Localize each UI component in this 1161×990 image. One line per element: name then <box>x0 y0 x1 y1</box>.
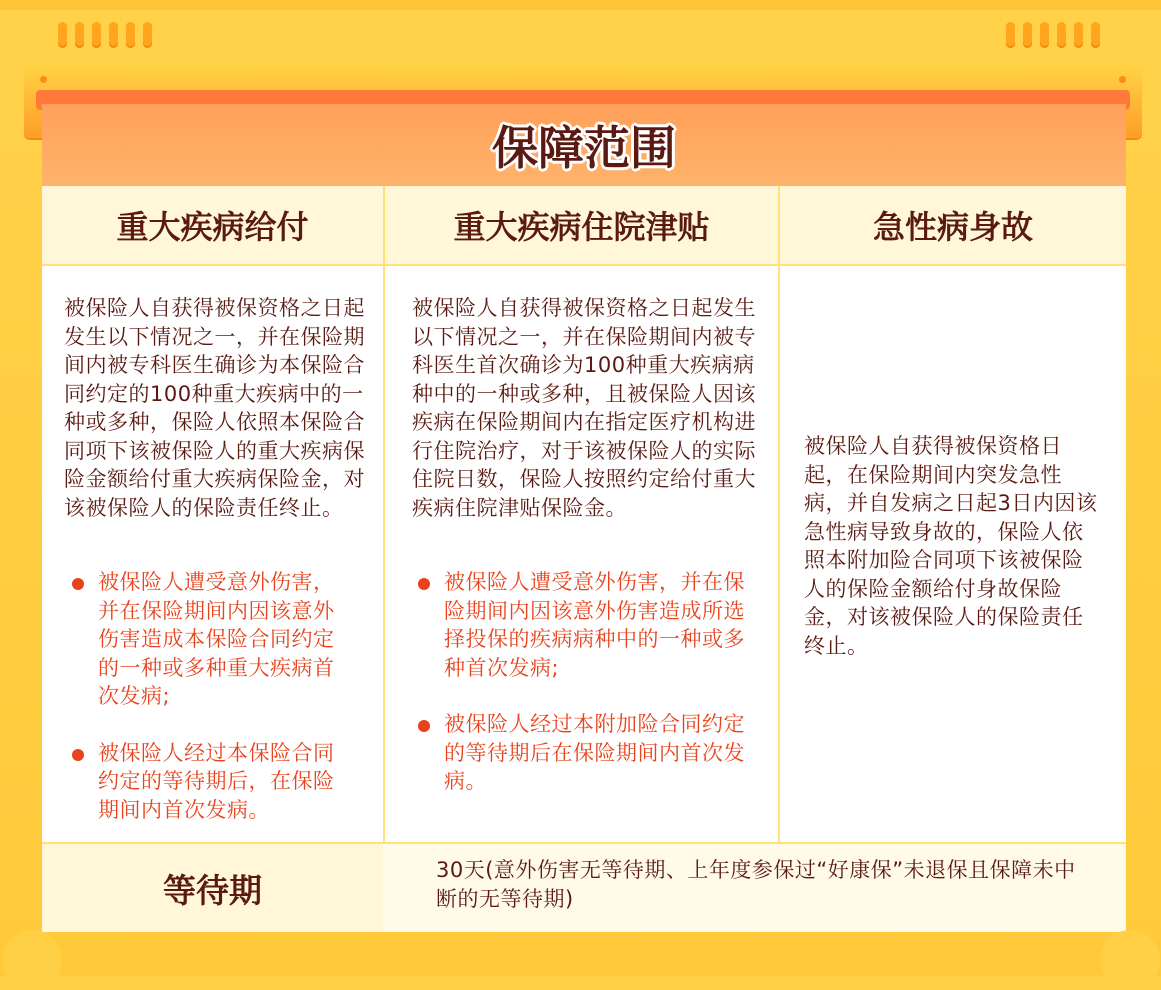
column-header-acute-death: 急性病身故 <box>780 186 1126 266</box>
divider <box>383 186 385 930</box>
decor-ticks-right <box>1006 22 1100 48</box>
coverage-panel <box>42 104 1126 930</box>
waiting-period-value: 30天(意外伤害无等待期、上年度参保过“好康保”未退保且保障未中断的无等待期) <box>436 858 1076 911</box>
list-item <box>66 568 338 711</box>
bullet-dot-icon <box>418 720 430 732</box>
divider <box>778 186 780 842</box>
list-item <box>412 568 758 682</box>
bullet-dot-icon <box>72 578 84 590</box>
decor-ticks-left <box>58 22 152 48</box>
page-title: 保障范围 <box>492 121 676 175</box>
bullet-dot-icon <box>418 578 430 590</box>
decor-corner-right <box>1100 930 1160 990</box>
list-item <box>412 710 758 796</box>
bullet-text: 被保险人经过本附加险合同约定的等待期后在保险期间内首次发病。 <box>444 712 745 793</box>
waiting-period-row <box>42 842 1126 932</box>
top-band <box>0 0 1161 10</box>
bullet-dot-icon <box>72 749 84 761</box>
bullet-text: 被保险人经过本保险合同约定的等待期后，在保险期间内首次发病。 <box>98 740 335 822</box>
title-bar <box>42 104 1126 186</box>
list-item <box>66 739 338 825</box>
hospital-allowance-bullets <box>412 568 758 796</box>
waiting-period-label: 等待期 <box>42 844 383 932</box>
acute-death-description: 被保险人自获得被保资格日起，在保险期间内突发急性病，并自发病之日起3日内因该急性病导致身故的，保险人依照本附加险合同项下该被保险人的保险金额给付身故保险金，对该被保险人的保险责任终止。 <box>804 434 1098 658</box>
column-header-hospital-allowance: 重大疾病住院津贴 <box>385 186 778 266</box>
critical-illness-bullets <box>66 568 338 824</box>
column-header-critical-illness: 重大疾病给付 <box>42 186 383 266</box>
decor-corner-left <box>2 930 62 990</box>
hospital-allowance-description: 被保险人自获得被保资格之日起发生以下情况之一，并在保险期间内被专科医生首次确诊为100种重大疾病病种中的一种或多种，且被保险人因该疾病在保险期间内在指定医疗机构进行住院治疗，对于该被保险人的实际住院日数，保险人按照约定给付重大疾病住院津贴保险金。 <box>412 296 756 520</box>
bullet-text: 被保险人遭受意外伤害，并在保险期间内因该意外伤害造成本保险合同约定的一种或多种重大疾病首次发病; <box>98 570 335 708</box>
critical-illness-description: 被保险人自获得被保资格之日起发生以下情况之一，并在保险期间内被专科医生确诊为本保险合同约定的100种重大疾病中的一种或多种，保险人依照本保险合同项下该被保险人的重大疾病保险金额给付重大疾病保险金，对该被保险人的保险责任终止。 <box>64 296 365 520</box>
coverage-grid <box>42 186 1126 930</box>
bullet-text: 被保险人遭受意外伤害，并在保险期间内因该意外伤害造成所选择投保的疾病病种中的一种或多种首次发病; <box>444 570 745 680</box>
